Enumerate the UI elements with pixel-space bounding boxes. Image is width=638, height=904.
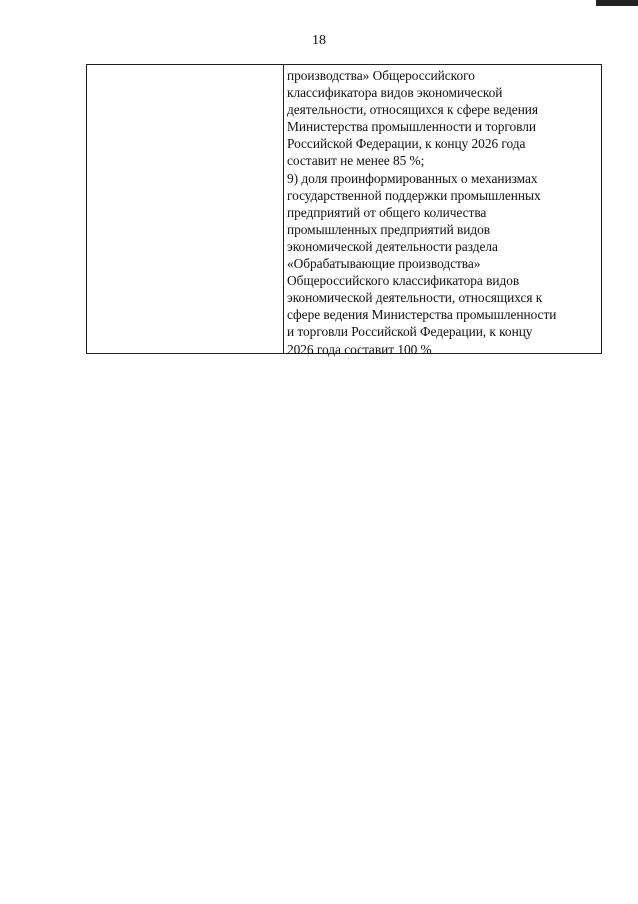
text-line: составит не менее 85 %; bbox=[287, 153, 425, 169]
text-line: 9) доля проинформированных о механизмах bbox=[287, 170, 538, 186]
text-line: государственной поддержки промышленных bbox=[287, 187, 541, 203]
table-right-cell bbox=[284, 65, 601, 357]
text-line: 2026 года составит 100 % bbox=[287, 341, 432, 357]
text-line: классификатора видов экономической bbox=[287, 85, 503, 101]
text-line: Министерства промышленности и торговли bbox=[287, 119, 536, 135]
text-line: Российской Федерации, к концу 2026 года bbox=[287, 136, 526, 152]
text-line: сфере ведения Министерства промышленности bbox=[287, 307, 557, 323]
text-line: Общероссийского классификатора видов bbox=[287, 273, 520, 289]
text-line: экономической деятельности, относящихся к bbox=[287, 290, 543, 306]
text-line: деятельности, относящихся к сфере ведения bbox=[287, 102, 539, 118]
text-line: экономической деятельности раздела bbox=[287, 238, 498, 254]
text-line: предприятий от общего количества bbox=[287, 204, 487, 220]
document-table bbox=[86, 64, 602, 357]
text-line: и торговли Российской Федерации, к концу bbox=[287, 324, 533, 340]
text-line: производства» Общероссийского bbox=[287, 68, 475, 83]
table-left-cell bbox=[87, 65, 284, 353]
text-line: промышленных предприятий видов bbox=[287, 221, 491, 237]
page-number: 18 bbox=[312, 33, 326, 48]
text-line: «Обрабатывающие производства» bbox=[287, 256, 481, 272]
scan-corner-mark bbox=[596, 0, 638, 6]
